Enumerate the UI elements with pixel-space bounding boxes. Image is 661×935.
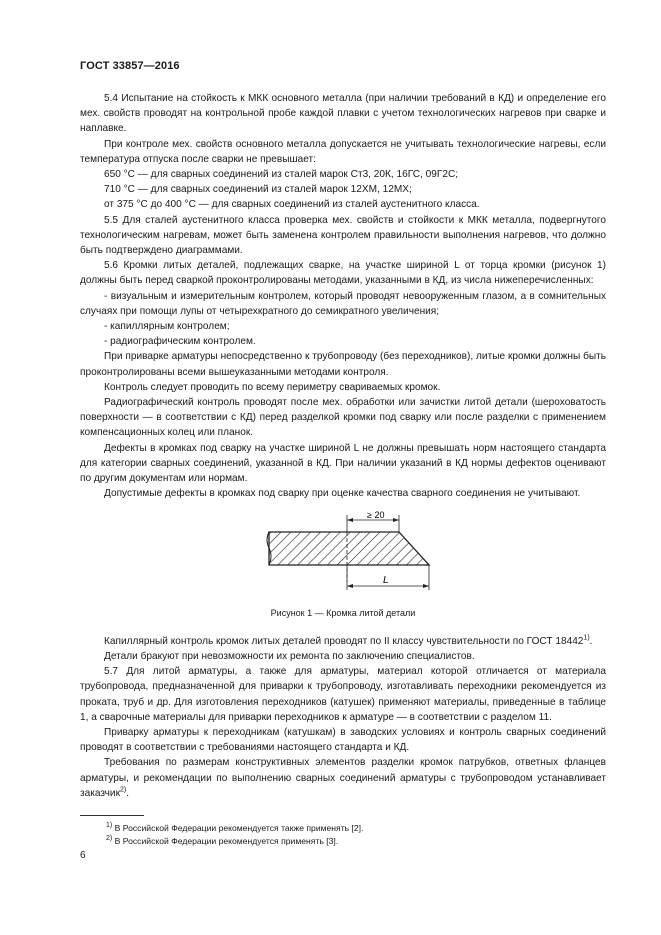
page-number: 6 xyxy=(80,850,86,861)
figure-1 xyxy=(80,510,606,600)
footnote-mark: 1) xyxy=(106,822,113,830)
paragraph: Радиографический контроль проводят после мех. обработки или зачистки литой детали (шероховатость поверхности — в соответствии с КД) перед разделкой кромки под сварку или после разделки с применением компенсационных колец или планок. xyxy=(80,397,606,439)
paragraph: При контроле мех. свойств основного металла допускается не учитывать технологические нагревы, если температура отпуска после сварки не превышает: xyxy=(80,138,606,165)
paragraph: Приварку арматуры к переходникам (катушкам) в заводских условиях и контроль сварных соединений проводят в соответствии с требованиями настоящего стандарта и КД. xyxy=(80,726,606,754)
paragraph: 710 °С — для сварных соединений из сталей марок 12ХМ, 12МХ; xyxy=(104,184,412,196)
footnote-mark: 2) xyxy=(106,835,113,843)
punct: . xyxy=(589,635,593,647)
paragraph: Допустимые дефекты в кромках под сварку при оценке качества сварного соединения не учитывают. xyxy=(104,488,581,500)
paragraph-5-5: 5.5 Для сталей аустенитного класса проверка мех. свойств и стойкости к МКК металла, подвергнутого технологическим нагревам, может быть заменена контролем правильности выполнения нагревов, что должно быть подтверждено диаграммами. xyxy=(80,214,606,257)
footnote-1 xyxy=(80,822,606,835)
paragraph: от 375 °С до 400 °С — для сварных соединений из сталей аустенитного класса. xyxy=(104,199,480,211)
list-item: - визуальным и измерительным контролем, который проводят невооруженным глазом, а в сомнительных случаях при помощи лупы от четырехкратного до семикратного увеличения; xyxy=(80,290,606,317)
paragraph: При приварке арматуры непосредственно к трубопроводу (без переходников), литые кромки должны быть проконтролированы всеми вышеуказанными методами контроля. xyxy=(80,351,606,378)
paragraph xyxy=(80,755,606,801)
paragraph: Дефекты в кромках под сварку на участке шириной L не должны превышать норм настоящего стандарта для категории сварных соединений, указанной в КД. При наличии указаний в КД нормы дефектов оценивают по другим документам или нормам. xyxy=(80,442,606,485)
paragraph xyxy=(80,634,606,649)
punct: . xyxy=(126,787,130,799)
footnote-ref: 2) xyxy=(120,786,127,794)
footnote-ref: 1) xyxy=(583,634,590,642)
list-item: - радиографическим контролем. xyxy=(104,336,256,348)
paragraph-5-4: 5.4 Испытание на стойкость к МКК основного металла (при наличии требований в КД) и определение его мех. свойств проводят на контрольной пробе каждой плавки с учетом технологических нагревов при сварке и наплавке. xyxy=(80,93,606,135)
footnote-text: В Российской Федерации рекомендуется применять [3]. xyxy=(114,835,339,846)
list-item: - капиллярным контролем; xyxy=(104,321,230,333)
paragraph: Детали бракуют при невозможности их ремонта по заключению специалистов. xyxy=(104,650,475,662)
figure-caption: Рисунок 1 — Кромка литой детали xyxy=(270,608,416,619)
paragraph: Контроль следует проводить по всему периметру свариваемых кромок. xyxy=(104,381,441,393)
footnote-divider xyxy=(80,815,144,816)
paragraph: 650 °С — для сварных соединений из сталей марок Ст3, 20К, 16ГС, 09Г2С; xyxy=(104,169,459,181)
document-header: ГОСТ 33857—2016 xyxy=(80,60,180,72)
edge-drawing xyxy=(263,510,433,598)
paragraph-5-7: 5.7 Для литой арматуры, а также для арматуры, материал которой отличается от материала трубопровода, предназначенной для приварки к трубопроводу, изготавливать переходники рекомендуется из проката, труб и др. Для изготовления переходников (катушек) применяют материалы, приведенные в таблице 1, а сварочные материалы для приварки переходников к арматуре — в соответствии с разделом 11. xyxy=(80,666,606,723)
footnote-2 xyxy=(80,835,606,848)
hatched-part xyxy=(269,532,429,565)
paragraph-text: Капиллярный контроль кромок литых деталей проводят по II классу чувствительности по ГОСТ 18442 xyxy=(104,635,584,647)
footnote-text: В Российской Федерации рекомендуется также применять [2]. xyxy=(114,822,364,833)
dim-min-20: ≥ 20 xyxy=(367,510,385,521)
page-body xyxy=(80,91,606,848)
dim-L: L xyxy=(383,575,389,587)
paragraph-text: Требования по размерам конструктивных элементов разделки кромок патрубков, ответных фланцев арматуры, и рекомендации по выполнению сварных соединений арматуры с трубопроводом устанавливает заказчик xyxy=(80,757,606,799)
paragraph-5-6: 5.6 Кромки литых деталей, подлежащих сварке, на участке шириной L от торца кромки (рисунок 1) должны быть перед сваркой проконтролированы методами, указанными в КД, из числа нижеперечисленных: xyxy=(80,260,606,287)
